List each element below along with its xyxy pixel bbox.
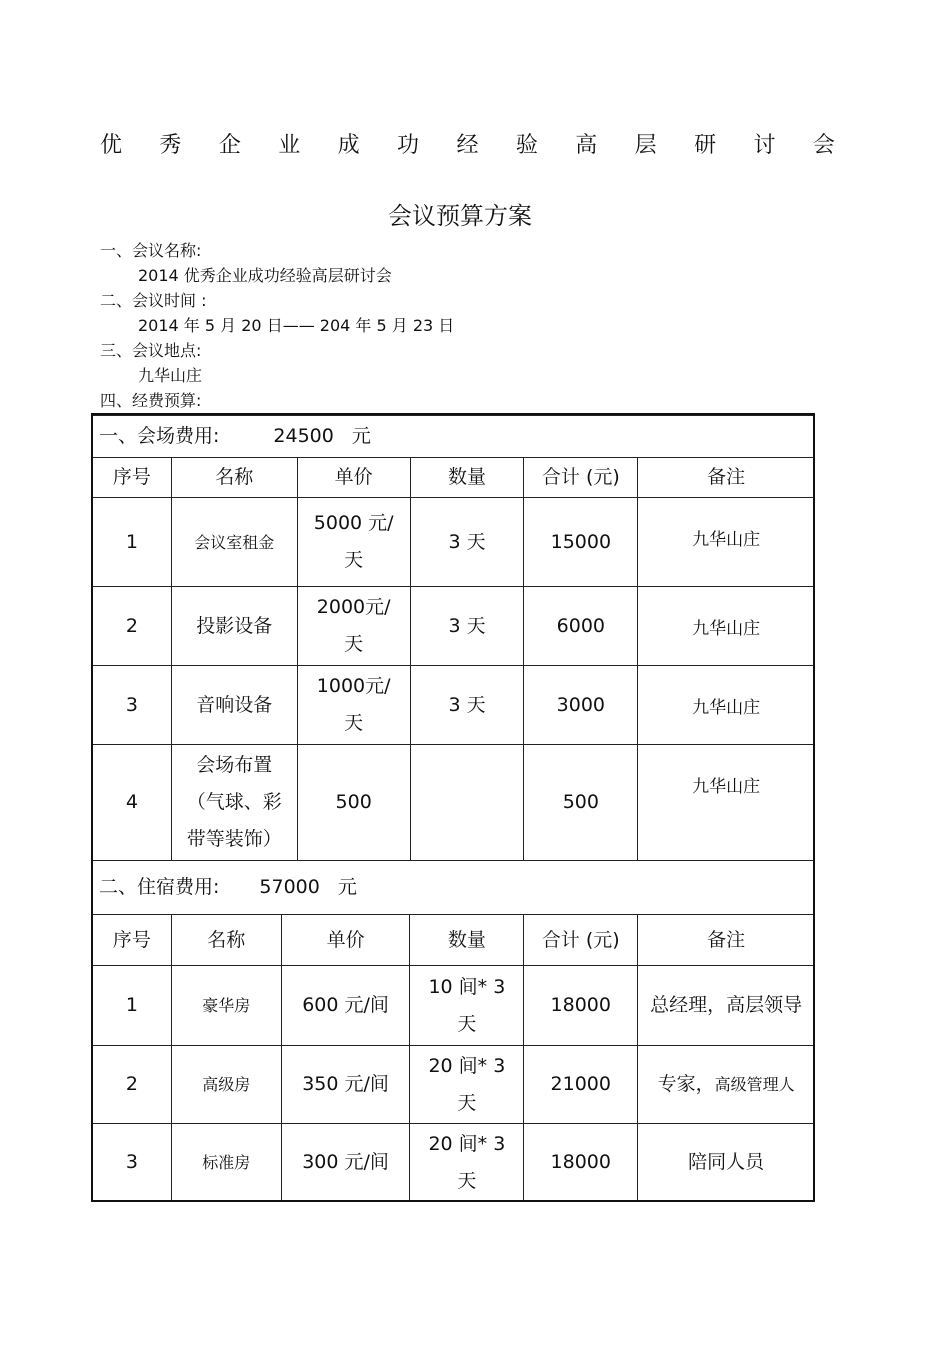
row-total: 15000 bbox=[524, 498, 638, 587]
lodging-cost-table bbox=[92, 860, 815, 1202]
row-no: 4 bbox=[93, 745, 172, 861]
lodging-header-row bbox=[93, 915, 815, 966]
row-name: 会议室租金 bbox=[171, 498, 297, 587]
header-price: 单价 bbox=[281, 915, 410, 966]
row-name: 会场布置（气球、彩带等装饰） bbox=[171, 745, 297, 861]
row-no: 3 bbox=[93, 666, 172, 745]
header-price: 单价 bbox=[297, 458, 410, 498]
title-char: 层 bbox=[634, 133, 657, 158]
title-char: 业 bbox=[278, 133, 301, 158]
row-qty: 20 间* 3 天 bbox=[410, 1046, 524, 1124]
row-qty: 3 天 bbox=[410, 666, 524, 745]
lodging-section-label: 二、住宿费用: bbox=[99, 876, 220, 898]
row-total: 18000 bbox=[524, 1124, 638, 1202]
table-row bbox=[93, 966, 815, 1046]
row-total: 18000 bbox=[524, 966, 638, 1046]
row-price: 1000元/天 bbox=[297, 666, 410, 745]
row-price: 350 元/间 bbox=[281, 1046, 410, 1124]
table-row bbox=[93, 498, 815, 587]
row-total: 21000 bbox=[524, 1046, 638, 1124]
row-qty: 3 天 bbox=[410, 587, 524, 666]
row-remark-text: 总经理，高层领导 bbox=[650, 994, 803, 1016]
header-total: 合计 (元) bbox=[524, 915, 638, 966]
row-price: 5000 元/天 bbox=[297, 498, 410, 587]
lodging-section-unit: 元 bbox=[337, 876, 357, 898]
header-qty: 数量 bbox=[410, 915, 524, 966]
document-title bbox=[100, 128, 835, 160]
table-row bbox=[93, 745, 815, 861]
row-name: 高级房 bbox=[171, 1046, 281, 1124]
row-price: 2000元/天 bbox=[297, 587, 410, 666]
lodging-section-cell bbox=[93, 861, 815, 915]
header-qty: 数量 bbox=[410, 458, 524, 498]
row-price: 600 元/间 bbox=[281, 966, 410, 1046]
row-remark bbox=[638, 966, 815, 1046]
header-total: 合计 (元) bbox=[524, 458, 638, 498]
row-remark: 九华山庄 bbox=[638, 587, 815, 666]
row-name: 音响设备 bbox=[171, 666, 297, 745]
row-remark: 九华山庄 bbox=[638, 498, 815, 587]
title-char: 秀 bbox=[159, 133, 182, 158]
title-char: 研 bbox=[694, 133, 717, 158]
row-remark: 九华山庄 bbox=[638, 745, 815, 861]
row-no: 2 bbox=[93, 1046, 172, 1124]
info-value-name: 2014 优秀企业成功经验高层研讨会 bbox=[138, 266, 392, 285]
header-remark: 备注 bbox=[638, 915, 815, 966]
row-remark-text: 专家， bbox=[657, 1073, 715, 1095]
meeting-info bbox=[100, 238, 454, 413]
header-name: 名称 bbox=[171, 458, 297, 498]
table-row bbox=[93, 666, 815, 745]
row-total: 3000 bbox=[524, 666, 638, 745]
title-char: 优 bbox=[100, 133, 123, 158]
header-no: 序号 bbox=[93, 458, 172, 498]
venue-section-row bbox=[93, 416, 815, 458]
table-row bbox=[93, 587, 815, 666]
info-label-time: 二、会议时间 : bbox=[100, 291, 207, 310]
header-no: 序号 bbox=[93, 915, 172, 966]
row-qty bbox=[410, 745, 524, 861]
title-char: 企 bbox=[218, 133, 241, 158]
row-qty: 20 间* 3 天 bbox=[410, 1124, 524, 1202]
row-remark bbox=[638, 1046, 815, 1124]
row-price: 300 元/间 bbox=[281, 1124, 410, 1202]
document-subtitle: 会议预算方案 bbox=[388, 202, 532, 230]
header-name: 名称 bbox=[171, 915, 281, 966]
lodging-section-row bbox=[93, 861, 815, 915]
row-no: 1 bbox=[93, 498, 172, 587]
row-no: 1 bbox=[93, 966, 172, 1046]
row-remark: 九华山庄 bbox=[638, 666, 815, 745]
row-remark-text: 陪同人员 bbox=[688, 1151, 765, 1173]
venue-cost-table bbox=[92, 415, 815, 861]
row-qty: 3 天 bbox=[410, 498, 524, 587]
venue-header-row bbox=[93, 458, 815, 498]
venue-section-label: 一、会场费用: bbox=[99, 425, 220, 447]
title-char: 功 bbox=[397, 133, 420, 158]
info-value-place: 九华山庄 bbox=[138, 366, 203, 385]
title-char: 讨 bbox=[753, 133, 776, 158]
venue-section-amount: 24500 bbox=[273, 425, 334, 447]
row-no: 3 bbox=[93, 1124, 172, 1202]
title-char: 会 bbox=[812, 133, 835, 158]
lodging-section-amount: 57000 bbox=[259, 876, 320, 898]
row-remark-text-small: 高级管理人 bbox=[714, 1075, 795, 1094]
row-price: 500 bbox=[297, 745, 410, 861]
row-name: 豪华房 bbox=[171, 966, 281, 1046]
row-qty: 10 间* 3 天 bbox=[410, 966, 524, 1046]
info-label-place: 三、会议地点: bbox=[100, 341, 202, 360]
row-name: 标准房 bbox=[171, 1124, 281, 1202]
row-no: 2 bbox=[93, 587, 172, 666]
info-value-time: 2014 年 5 月 20 日—— 204 年 5 月 23 日 bbox=[138, 316, 455, 335]
header-remark: 备注 bbox=[638, 458, 815, 498]
row-name: 投影设备 bbox=[171, 587, 297, 666]
row-total: 6000 bbox=[524, 587, 638, 666]
title-char: 高 bbox=[575, 133, 598, 158]
title-char: 经 bbox=[456, 133, 479, 158]
title-char: 成 bbox=[337, 133, 360, 158]
venue-section-unit: 元 bbox=[351, 425, 371, 447]
table-row bbox=[93, 1046, 815, 1124]
title-char: 验 bbox=[515, 133, 538, 158]
row-remark bbox=[638, 1124, 815, 1202]
table-row bbox=[93, 1124, 815, 1202]
info-label-name: 一、会议名称: bbox=[100, 241, 202, 260]
row-total: 500 bbox=[524, 745, 638, 861]
info-label-budget: 四、经费预算: bbox=[100, 391, 202, 410]
venue-section-cell bbox=[93, 416, 815, 458]
